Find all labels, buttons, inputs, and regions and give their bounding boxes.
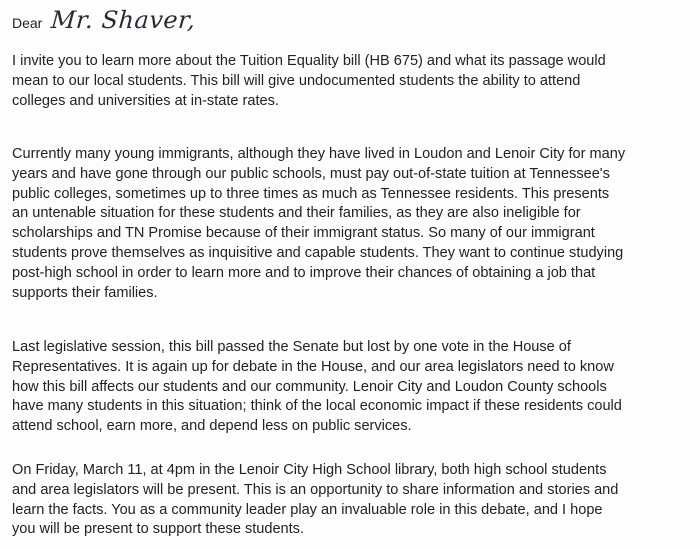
paragraph-event-invitation: [12, 461, 698, 540]
text-line: learn the facts. You as a community leader play an invaluable role in this debate, and I hope: [12, 501, 603, 518]
paragraph-intro: [12, 52, 698, 111]
text-line: On Friday, March 11, at 4pm in the Lenoir City High School library, both high school students: [12, 462, 607, 478]
text-line: an untenable situation for these students and their families, as they are also ineligible for: [12, 205, 581, 222]
text-line: I invite you to learn more about the Tuition Equality bill (HB 675) and what its passage would: [12, 53, 606, 69]
paragraph-legislative-session: [12, 338, 698, 437]
text-line: you will be present to support these students.: [12, 521, 305, 538]
text-line: Currently many young immigrants, although they have lived in Loudon and Lenoir City for many: [12, 146, 626, 162]
text-line: and area legislators will be present. This is an opportunity to share information and stories and: [12, 481, 619, 498]
text-line: Representatives. It is again up for debate in the House, and our area legislators need to know: [12, 358, 614, 375]
text-line: public colleges, sometimes up to three times as much as Tennessee residents. This presents: [12, 185, 610, 202]
text-line: scholarships and TN Promise because of their immigrant status. So many of our immigrant: [12, 225, 595, 242]
handwritten-recipient-name: Mr. Shaver,: [50, 6, 197, 34]
text-line: mean to our local students. This bill will give undocumented students the ability to attend: [12, 72, 581, 89]
text-line: have many students in this situation; think of the local economic impact if these residents could: [12, 398, 622, 415]
text-line: Last legislative session, this bill passed the Senate but lost by one vote in the House of: [12, 339, 571, 355]
salutation-dear: Dear: [12, 15, 43, 31]
text-line: post-high school in order to learn more and to improve their chances of obtaining a job that: [12, 264, 596, 281]
text-line: years and have gone through our public schools, must pay out-of-state tuition at Tennessee's: [12, 165, 610, 182]
text-line: students prove themselves as inquisitive and capable students. They want to continue studying: [12, 244, 624, 261]
text-line: attend school, earn more, and depend less on public services.: [12, 418, 412, 435]
text-line: supports their families.: [12, 284, 158, 301]
text-line: how this bill affects our students and our community. Lenoir City and Loudon County schools: [12, 378, 607, 395]
text-line: colleges and universities at in-state rates.: [12, 92, 279, 109]
paragraph-current-situation: [12, 145, 698, 303]
salutation: [12, 4, 196, 34]
